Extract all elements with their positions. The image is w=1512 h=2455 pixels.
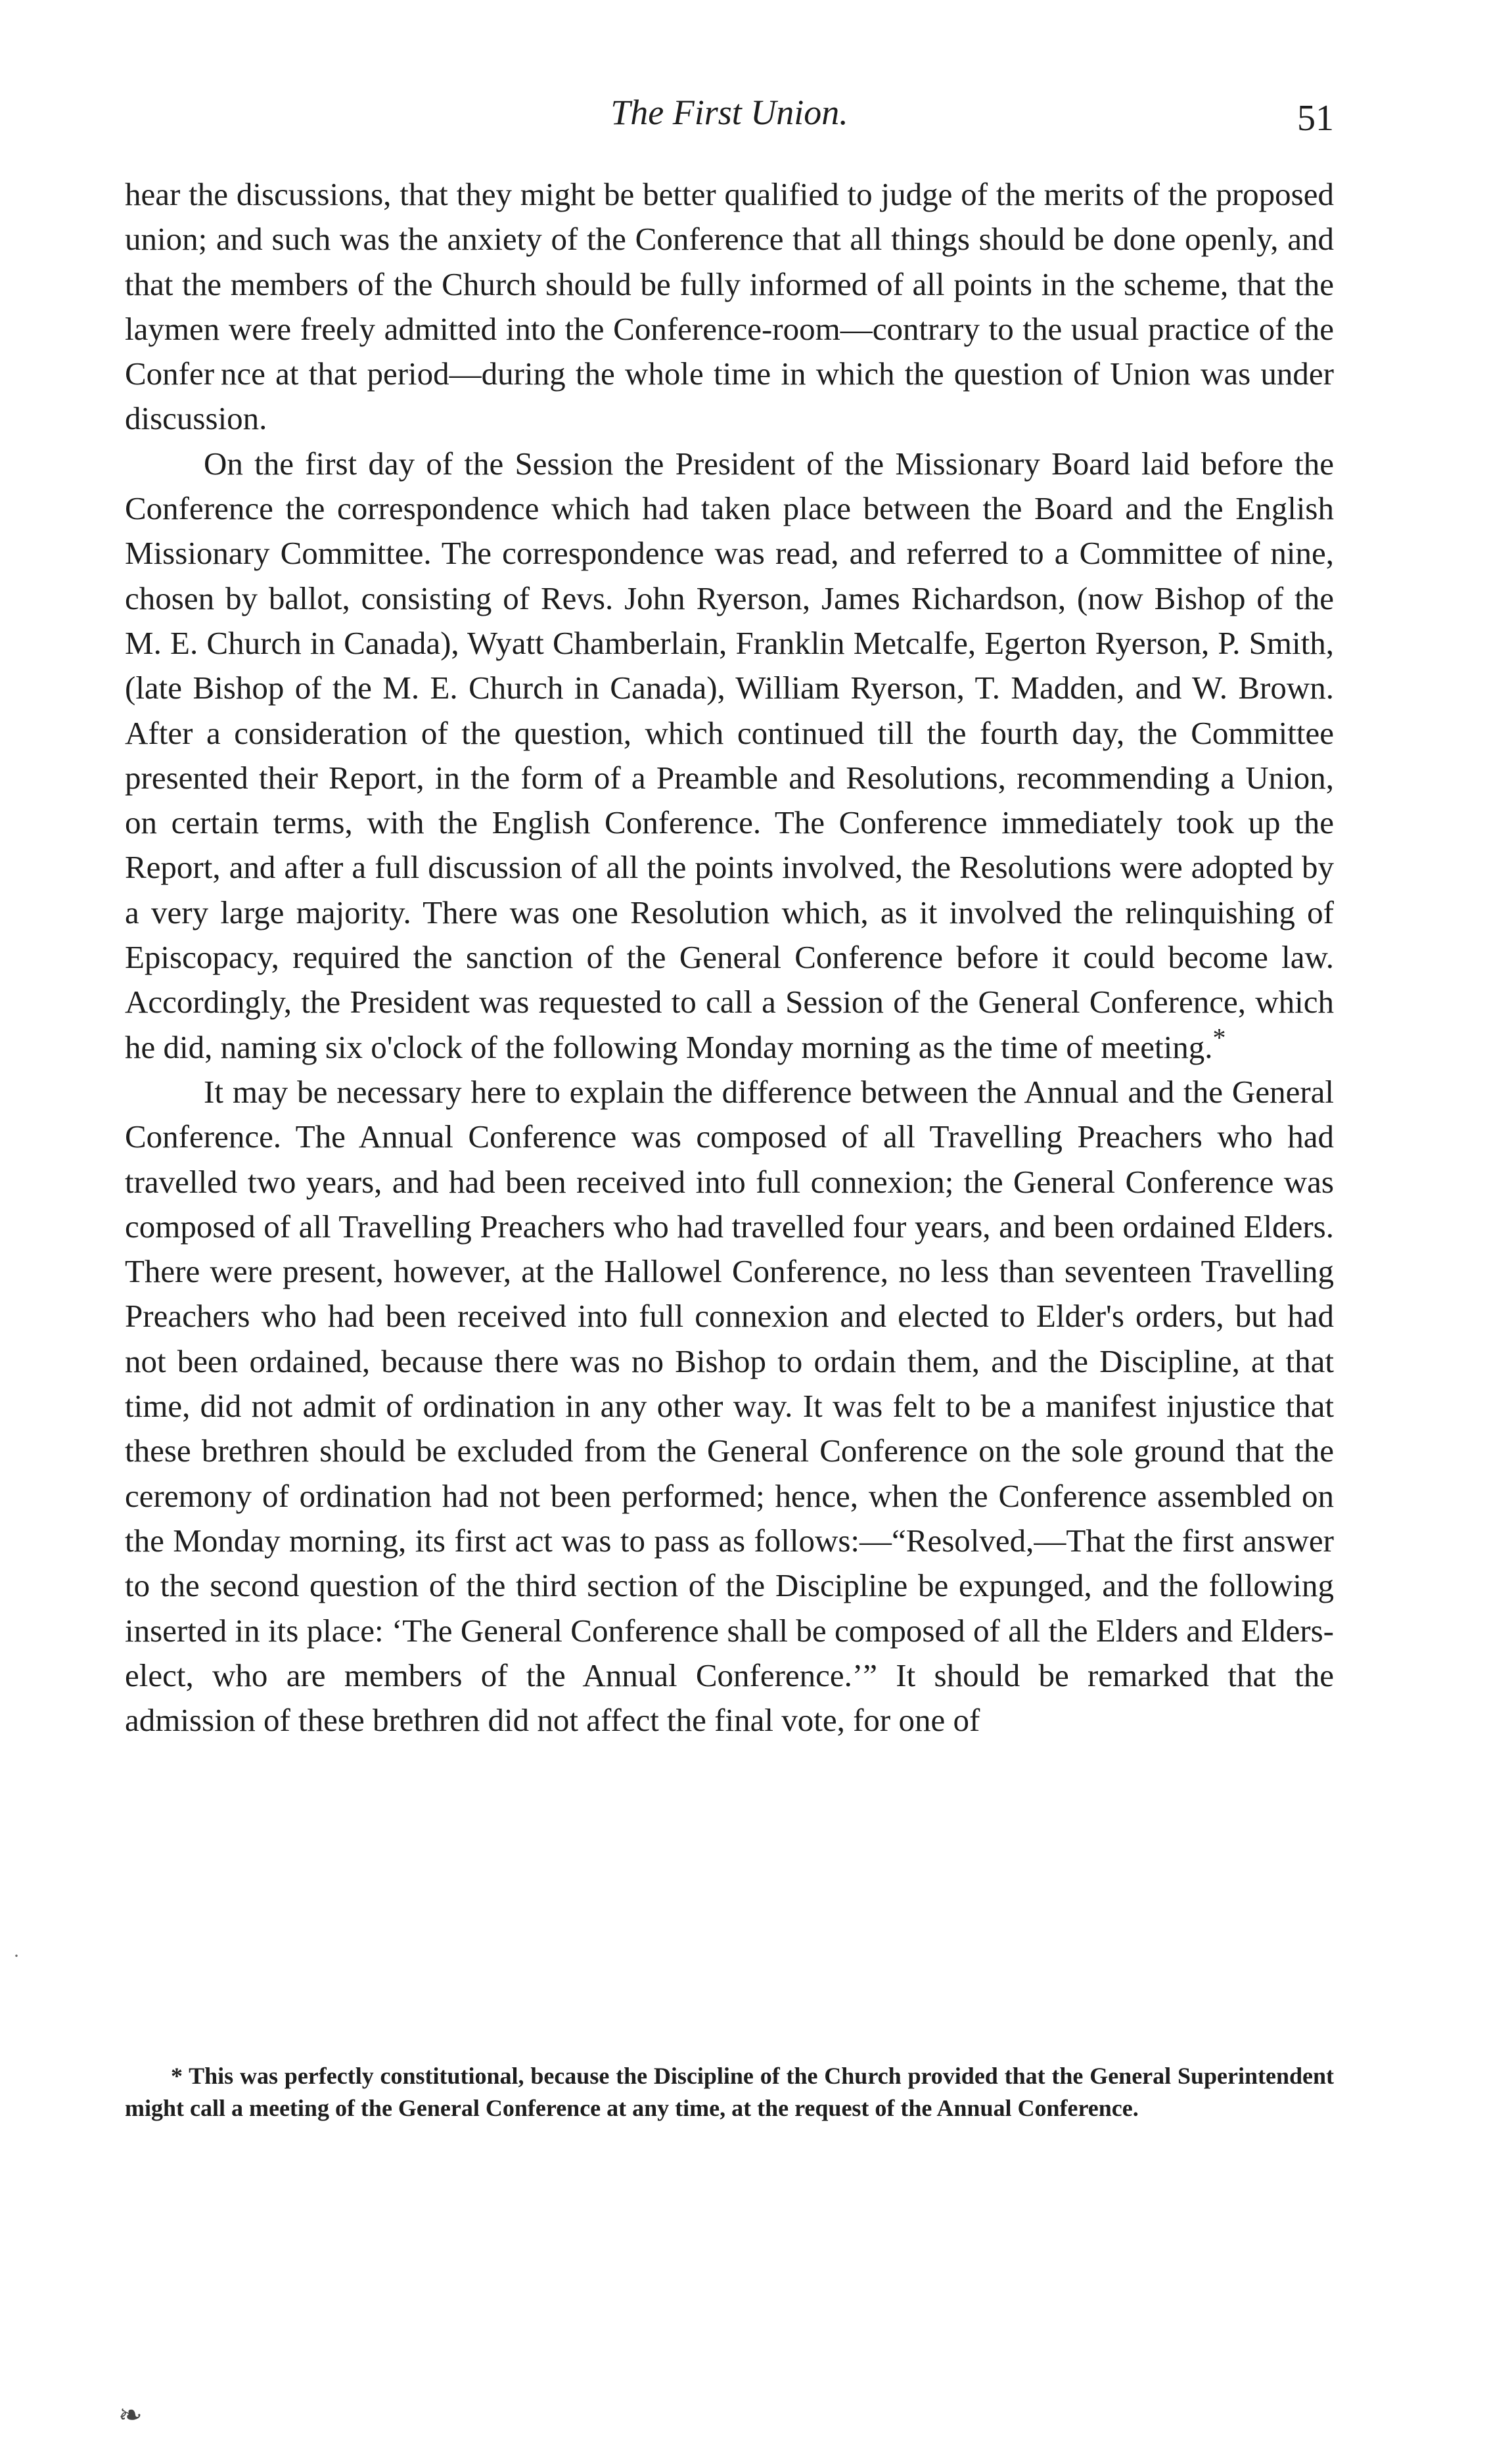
- paragraph-missionary-board: [125, 442, 1334, 1070]
- footnote-reference-marker: *: [1212, 1022, 1226, 1053]
- stray-mark: ·: [13, 1945, 20, 1967]
- paragraph-missionary-board-text: On the first day of the Session the President of the Missionary Board laid before the Conference the correspondence which had taken place between the Board and the English Missionary Committee. The correspondence was read, and referred to a Committee of nine, chosen by ballot, consisting of Revs. John Ryerson, James Richardson, (now Bishop of the M. E. Church in Canada), Wyatt Chamberlain, Franklin Metcalfe, Egerton Ryerson, P. Smith, (late Bishop of the M. E. Church in Canada), William Ryerson, T. Madden, and W. Brown. After a consideration of the question, which continued till the fourth day, the Committee presented their Report, in the form of a Preamble and Resolutions, recommending a Union, on certain terms, with the English Conference. The Conference immediately took up the Report, and after a full discussion of all the points involved, the Resolutions were adopted by a very large majority. There was one Resolution which, as it involved the relinquishing of Episcopacy, required the sanction of the General Conference before it could become law. Accordingly, the President was requested to call a Session of the General Conference, which he did, naming six o'clock of the following Monday morning as the time of meeting.: [125, 445, 1334, 1065]
- paragraph-continuation: hear the discussions, that they might be better qualified to judge of the merits of the proposed union; and such was the anxiety of the Conference that all things should be done openly, and that the members of the Church should be fully informed of all points in the scheme, that the laymen were freely admitted into the Conference-room—contrary to the usual practice of the Confer nce at that period—during the whole time in which the question of Union was under discussion.: [125, 176, 1334, 437]
- running-title: The First Union.: [610, 93, 848, 132]
- footnote-1: * This was perfectly constitutional, because the Discipline of the Church provided that the General Superintendent might call a meeting of the General Conference at any time, at the request of the Annual Conference.: [125, 2063, 1334, 2121]
- page-number: 51: [1297, 98, 1334, 139]
- paragraph-annual-general-conference: It may be necessary here to explain the difference between the Annual and the General Conference. The Annual Conference was composed of all Travelling Preachers who had travelled two years, and had been received into full connexion; the General Conference was composed of all Travelling Preachers who had travelled four years, and been ordained Elders. There were present, however, at the Hallowel Conference, no less than seventeen Travelling Preachers who had been received into full connexion and elected to Elder's orders, but had not been ordained, because there was no Bishop to ordain them, and the Discipline, at that time, did not admit of ordination in any other way. It was felt to be a manifest injustice that these brethren should be excluded from the General Conference on the sole ground that the ceremony of ordination had not been performed; hence, when the Conference assembled on the Monday morning, its first act was to pass as follows:—“Resolved,—That the first answer to the second question of the third section of the Discipline be expunged, and the following inserted in its place: ‘The General Conference shall be composed of all the Elders and Elders-elect, who are members of the Annual Conference.’” It should be remarked that the admission of these brethren did not affect the final vote, for one of: [125, 1073, 1334, 1739]
- body-text: [125, 172, 1334, 1743]
- running-head: [125, 92, 1334, 145]
- footnotes: [125, 2060, 1334, 2124]
- printer-ornament-icon: ❧: [118, 2399, 143, 2431]
